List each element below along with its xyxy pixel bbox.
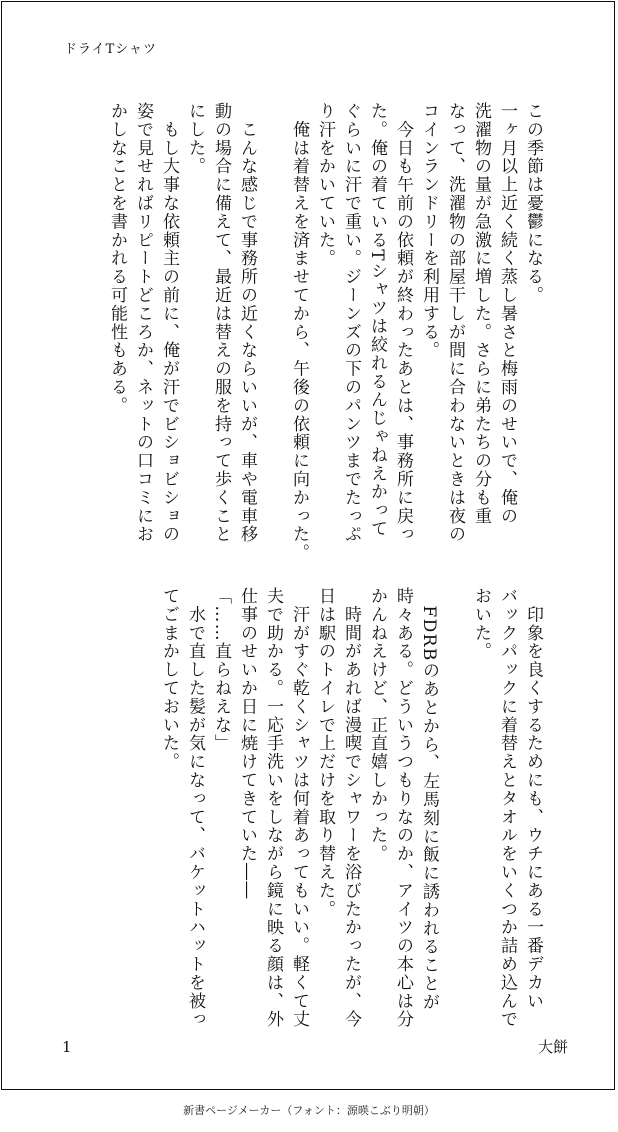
text-line: こんな感じで事務所の近くならいいが、車や電車移 [237, 102, 257, 544]
text-line: 洗濯物の量が急激に増した。さらに弟たちの分も重 [471, 102, 491, 526]
body-text-top [104, 102, 546, 562]
text-line: 姿で見せればリピートどころか、ネットの口コミにお [133, 102, 153, 544]
text-line: もし大事な依頼主の前に、俺が汗でビショビショの [159, 102, 179, 544]
text-line: 一ヶ月以上近く続く蒸し暑さと梅雨のせいで、俺の [497, 102, 517, 526]
page-number: 1 [62, 1038, 72, 1056]
text-line: なって、洗濯物の部屋干しが間に合わないときは夜の [445, 102, 465, 544]
author-name: 大餅 [537, 1038, 568, 1056]
text-line: 今日も午前の依頼が終わったあとは、事務所に戻っ [393, 102, 413, 544]
generator-caption: 新書ページメーカー（フォント：源暎こぶり明朝） [183, 1104, 435, 1117]
text-line: この季節は憂鬱になる。 [523, 102, 543, 305]
text-line: ぐらいに汗で重い。ジーンズの下のパンツまでたっぷ [341, 102, 361, 544]
text-line: た。俺の着ているTシャツは絞れるんじゃねえかって [367, 102, 387, 538]
text-line: 印象を良くするためにも、ウチにある一番デカい [523, 587, 543, 1011]
text-line: おいた。 [471, 587, 491, 661]
text-line: 「……直らねえな」 [211, 587, 231, 753]
text-line: 汗がすぐ乾くシャツは何着あってもいい。軽くて丈 [289, 587, 309, 1029]
text-line: 仕事のせいか日に焼けてきていた―― [237, 587, 257, 900]
text-line: にした。 [185, 102, 205, 176]
text-line: 夫で助かる。一応手洗いをしながら鏡に映る顔は、外 [263, 587, 283, 1029]
text-line: り汗をかいていた。 [315, 102, 335, 268]
text-line: かしなことを書かれる可能性もある。 [107, 102, 127, 415]
body-text-bottom [156, 587, 546, 1029]
text-line: バックパックに着替えとタオルをいくつか詰め込んで [497, 587, 517, 1029]
text-line: 時間があれば漫喫でシャワーを浴びたかったが、今 [341, 587, 361, 1029]
book-page [1, 1, 615, 1090]
text-line: 水で直した髪が気になって、バケットハットを被っ [185, 587, 205, 1029]
text-line: 時々ある。どういうつもりなのか、アイツの本心は分 [393, 587, 413, 1029]
text-line: FDRBのあとから、左馬刻に飯に誘われることが [419, 587, 439, 1012]
text-line: コインランドリーを利用する。 [419, 102, 439, 360]
running-title: ドライTシャツ [64, 42, 158, 57]
text-line: てごまかしておいた。 [159, 587, 179, 771]
text-line: かんねえけど、正直嬉しかった。 [367, 587, 387, 863]
text-line: 動の場合に備えて、最近は替えの服を持って歩くこと [211, 102, 231, 544]
text-line: 日は駅のトイレで上だけを取り替えた。 [315, 587, 335, 919]
text-line: 俺は着替えを済ませてから、午後の依頼に向かった。 [289, 102, 309, 562]
